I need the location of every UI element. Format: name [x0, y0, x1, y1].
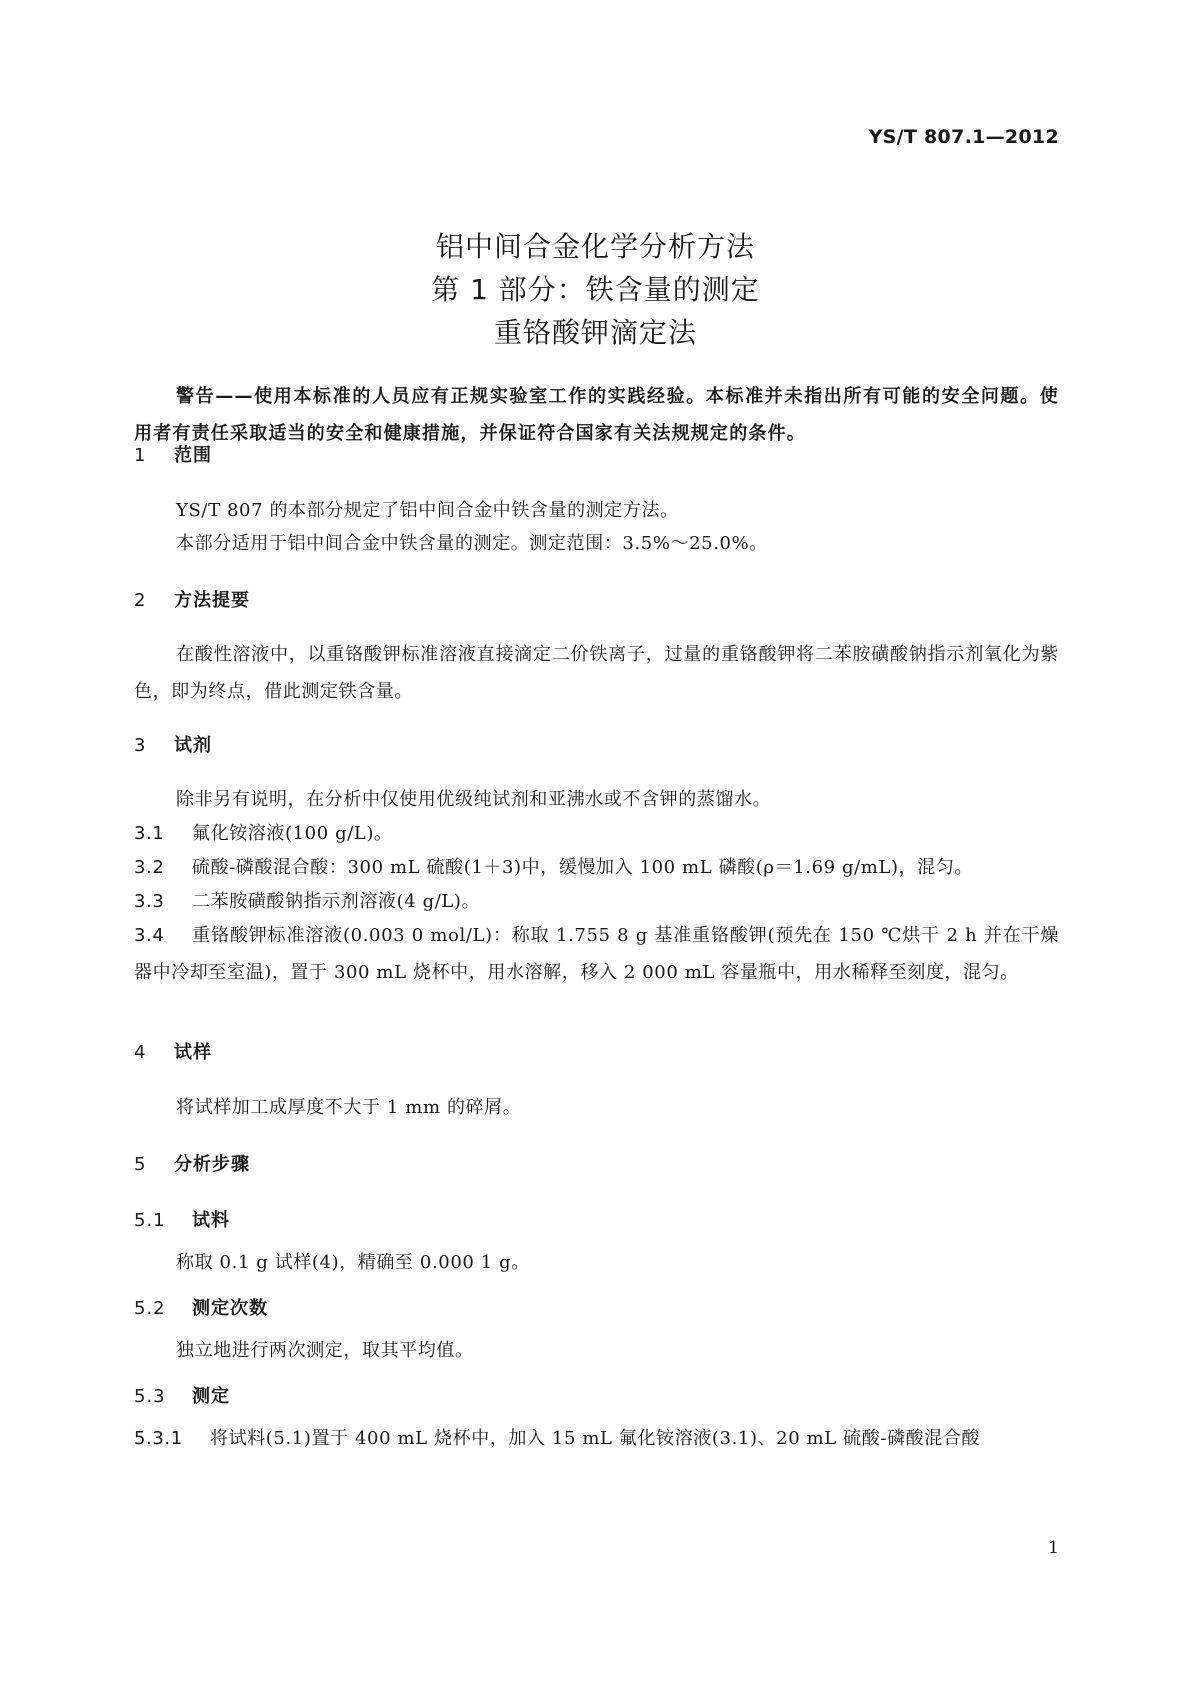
section-title: 试剂 [174, 735, 212, 756]
section-heading-1 [134, 441, 212, 467]
section-title: 分析步骤 [174, 1154, 250, 1175]
paragraph: 将试样加工成厚度不大于 1 mm 的碎屑。 [176, 1097, 522, 1118]
list-item-3-3 [134, 883, 1059, 920]
paragraph: YS/T 807 的本部分规定了铝中间合金中铁含量的测定方法。 [176, 500, 679, 521]
item-text: 硫酸-磷酸混合酸：300 mL 硫酸(1＋3)中，缓慢加入 100 mL 磷酸(ρ＝1.69 g/mL)，混匀。 [192, 857, 974, 878]
section-heading-4 [134, 1038, 212, 1064]
list-item-5-3-1 [134, 1420, 1059, 1457]
standard-code: YS/T 807.1—2012 [868, 126, 1059, 148]
section-heading-5-2 [134, 1294, 268, 1320]
section-title: 测定 [192, 1386, 230, 1407]
item-number: 3.3 [134, 891, 165, 912]
section-title: 试样 [174, 1042, 212, 1063]
item-text: 氟化铵溶液(100 g/L)。 [192, 823, 393, 844]
section-number: 1 [134, 445, 147, 466]
section-heading-5-1 [134, 1206, 230, 1232]
item-text: 将试料(5.1)置于 400 mL 烧杯中，加入 15 mL 氟化铵溶液(3.1)、20 mL 硫酸-磷酸混合酸 [210, 1428, 981, 1449]
section-heading-2 [134, 586, 250, 612]
section-number: 4 [134, 1042, 147, 1063]
item-number: 3.4 [134, 925, 165, 946]
section-heading-5 [134, 1150, 250, 1176]
section-title: 测定次数 [192, 1298, 268, 1319]
item-number: 3.2 [134, 857, 165, 878]
section-heading-3 [134, 731, 212, 757]
title-line-2: 第 1 部分：铁含量的测定 [431, 273, 760, 306]
paragraph: 独立地进行两次测定，取其平均值。 [176, 1340, 474, 1361]
section-number: 5.3 [134, 1386, 166, 1407]
item-number: 3.1 [134, 823, 165, 844]
list-item-3-4 [134, 917, 1059, 991]
list-item-3-2 [134, 849, 1059, 886]
paragraph: 在酸性溶液中，以重铬酸钾标准溶液直接滴定二价铁离子，过量的重铬酸钾将二苯胺磺酸钠指示剂氧化为紫色，即为终点，借此测定铁含量。 [134, 644, 1059, 702]
item-text: 重铬酸钾标准溶液(0.003 0 mol/L)：称取 1.755 8 g 基准重铬酸钾(预先在 150 ℃烘干 2 h 并在干燥器中冷却至室温)，置于 300 mL 烧杯中，用水溶解，移入 2 000 mL 容量瓶中，用水稀释至刻度，混匀。 [134, 925, 1059, 983]
section-number: 3 [134, 735, 147, 756]
section-number: 5.2 [134, 1298, 166, 1319]
section-number: 5 [134, 1154, 147, 1175]
warning-paragraph: 警告——使用本标准的人员应有正规实验室工作的实践经验。本标准并未指出所有可能的安全问题。使用者有责任采取适当的安全和健康措施，并保证符合国家有关法规规定的条件。 [134, 386, 1059, 444]
section-title: 方法提要 [174, 590, 250, 611]
title-line-1: 铝中间合金化学分析方法 [435, 230, 755, 263]
item-number: 5.3.1 [134, 1428, 183, 1449]
paragraph: 本部分适用于铝中间合金中铁含量的测定。测定范围：3.5%～25.0%。 [176, 533, 768, 554]
item-text: 二苯胺磺酸钠指示剂溶液(4 g/L)。 [192, 891, 481, 912]
title-line-3: 重铬酸钾滴定法 [493, 316, 697, 349]
section-heading-5-3 [134, 1382, 230, 1408]
section-title: 试料 [192, 1210, 230, 1231]
section-number: 2 [134, 590, 147, 611]
paragraph: 称取 0.1 g 试样(4)，精确至 0.000 1 g。 [176, 1252, 530, 1273]
section-title: 范围 [174, 445, 212, 466]
page-number: 1 [1048, 1538, 1059, 1558]
list-item-3-1 [134, 815, 1059, 852]
section-number: 5.1 [134, 1210, 166, 1231]
paragraph: 除非另有说明，在分析中仅使用优级纯试剂和亚沸水或不含钾的蒸馏水。 [176, 789, 772, 810]
